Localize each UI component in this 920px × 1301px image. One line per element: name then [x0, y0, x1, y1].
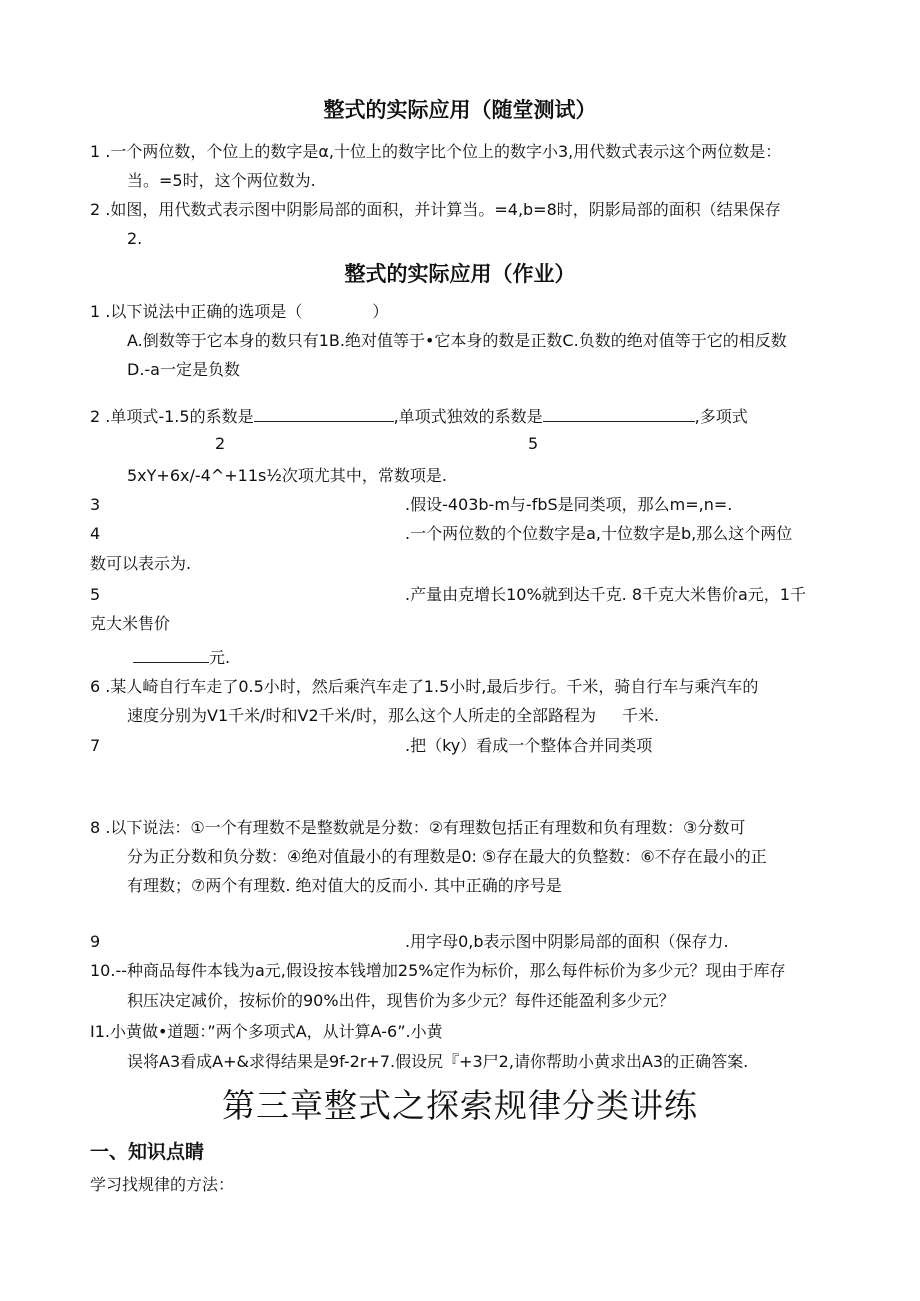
hw-q4-number: 4: [90, 524, 101, 543]
hw-q5-text: .产量由克增长10%就到达千克. 8千克大米售价a元，1千: [405, 585, 806, 604]
chapter-title: 第三章整式之探索规律分类讲练: [222, 1086, 698, 1125]
hw-q1-close: ）: [372, 302, 389, 321]
hw-q2-sub1: 2: [215, 434, 226, 453]
hw-q6-line2: [127, 705, 659, 727]
hw-q6-text: 速度分别为V1千米/时和V2千米/时，那么这个人所走的全部路程为: [127, 706, 597, 725]
hw-q6-unit: 千米.: [622, 706, 660, 725]
hw-q8-line1: 8 .以下说法：①一个有理数不是整数就是分数：②有理数包括正有理数和负有理数：③分数可: [90, 818, 746, 837]
hw-q2-blank2: [543, 407, 695, 422]
hw-q1-label: 1 .以下说法中正确的选项是（: [90, 302, 303, 321]
hw-q1-stem: [90, 301, 388, 323]
hw-q3-text: .假设-403b-m与-fbS是同类项，那么m=,n=.: [405, 495, 733, 514]
hw-q5-answer: [133, 647, 230, 669]
hw-q5-number: 5: [90, 585, 101, 604]
hw-q9-text: .用字母0,b表示图中阴影局部的面积（保存力.: [405, 932, 729, 951]
hw-q5-blank: [133, 648, 209, 663]
test-q2-line2: 2.: [127, 229, 143, 248]
hw-q7-number: 7: [90, 736, 101, 755]
hw-q1-options-line1: A.倒数等于它本身的数只有1B.绝对值等于•它本身的数是正数C.负数的绝对值等于它的相反数: [127, 331, 787, 350]
hw-q2-line1: [90, 406, 748, 428]
hw-q2-line2: 5xY+6x∕-4^+11s½次项尤其中，常数项是.: [127, 466, 447, 485]
hw-q10-line1: 10.--种商品每件本钱为a元,假设按本钱增加25%定作为标价，那么每件标价为多少元？现由于库存: [90, 961, 786, 980]
test-q1-line1: 1 .一个两位数，个位上的数字是α,十位上的数字比个位上的数字小3,用代数式表示这个两位数是：: [90, 142, 782, 161]
test-title: 整式的实际应用（随堂测试）: [323, 98, 597, 122]
hw-q10-line2: 积压决定减价，按标价的90%出件，现售价为多少元？每件还能盈利多少元？: [127, 991, 675, 1010]
hw-q1-options-line2: D.-a一定是负数: [127, 360, 240, 379]
hw-q6-line1: 6 .某人崎自行车走了0.5小时，然后乘汽车走了1.5小时,最后步行。千米，骑自行车与乘汽车的: [90, 677, 759, 696]
hw-q8-line3: 有理数；⑦两个有理数. 绝对值大的反而小. 其中正确的序号是: [127, 876, 562, 895]
hw-q7-text: .把（ky）看成一个整体合并同类项: [405, 736, 653, 755]
hw-q11-line1: I1.小黄做•道题：”两个多项式A，从计算A-6”.小黄: [90, 1022, 443, 1041]
hw-q8-line2: 分为正分数和负分数：④绝对值最小的有理数是0: ⑤存在最大的负整数：⑥不存在最小的正: [127, 847, 767, 866]
hw-q11-line2: 误将A3看成A+&求得结果是9f-2r+7.假设尻『+3尸2,请你帮助小黄求出A3的正确答案.: [127, 1052, 749, 1071]
hw-q2-sub2: 5: [528, 434, 539, 453]
homework-title: 整式的实际应用（作业）: [344, 262, 576, 286]
hw-q3-number: 3: [90, 495, 101, 514]
test-q2-line1: 2 .如图，用代数式表示图中阴影局部的面积，并计算当。=4,b=8时，阴影局部的面积（结果保存: [90, 200, 781, 219]
section-title: 一、知识点睛: [90, 1141, 205, 1163]
hw-q4-text: .一个两位数的个位数字是a,十位数字是b,那么这个两位: [405, 524, 793, 543]
test-q1-line2: 当。=5时，这个两位数为.: [127, 171, 316, 190]
hw-q9-number: 9: [90, 932, 101, 951]
hw-q5-continuation: 克大米售价: [90, 614, 171, 633]
hw-q2-blank1: [254, 407, 394, 422]
hw-q4-continuation: 数可以表示为.: [90, 554, 192, 573]
hw-q2-part3: ,多项式: [694, 407, 748, 426]
hw-q2-part1: 2 .单项式-1.5的系数是: [90, 407, 254, 426]
hw-q5-unit: 元.: [209, 648, 231, 667]
method-label: 学习找规律的方法：: [90, 1175, 235, 1194]
hw-q2-part2: ,单项式独效的系数是: [393, 407, 543, 426]
